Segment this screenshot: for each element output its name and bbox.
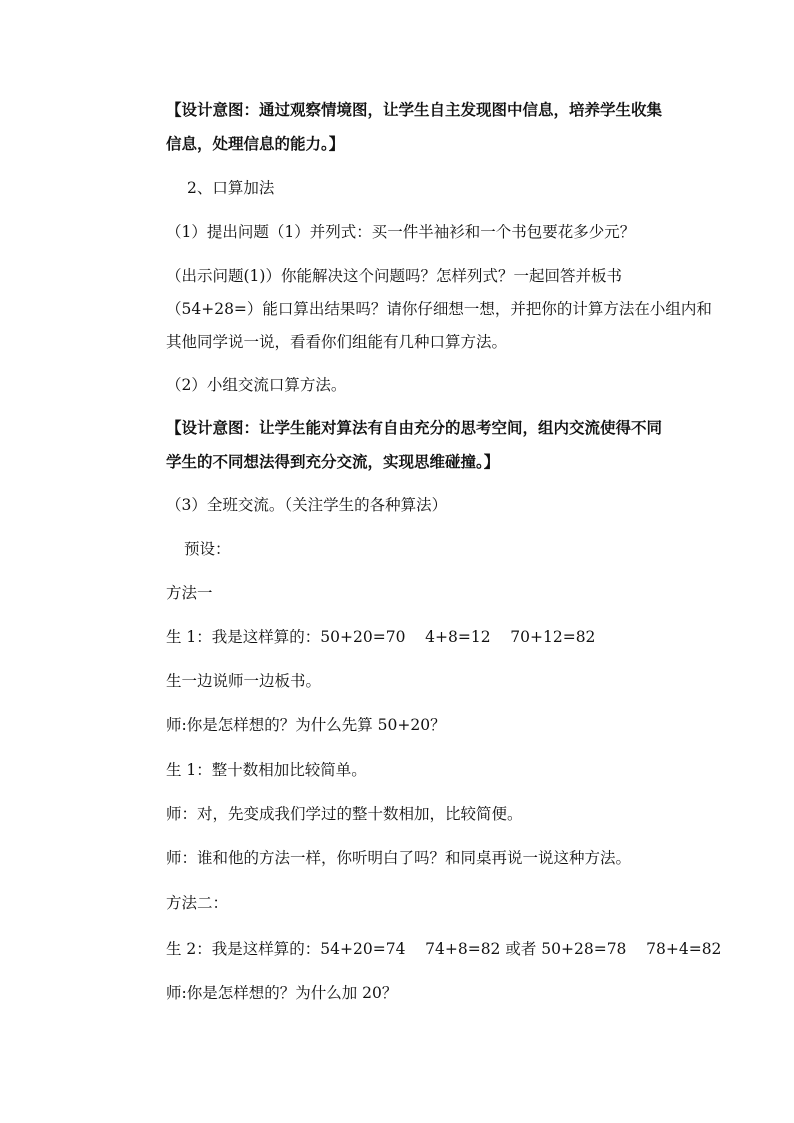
section-heading-oral-addition: 2、口算加法	[187, 179, 275, 197]
question-1-line: （1）提出问题（1）并列式：买一件半袖衫和一个书包要花多少元？	[166, 223, 636, 241]
design-intent-1-line-2: 信息，处理信息的能力。】	[166, 134, 345, 153]
design-intent-1-line-1: 【设计意图：通过观察情境图，让学生自主发现图中信息，培养学生收集	[166, 100, 663, 119]
teacher-response: 师：对，先变成我们学过的整十数相加，比较简便。	[166, 805, 523, 823]
method-one-label: 方法一	[166, 584, 213, 602]
method-two-label: 方法二：	[166, 894, 229, 912]
design-intent-2-line-1: 【设计意图：让学生能对算法有自由充分的思考空间，组内交流使得不同	[166, 418, 663, 437]
teacher-prompt: 师：谁和他的方法一样，你听明白了吗？和同桌再说一说这种方法。	[166, 849, 632, 867]
show-question-line-1: （出示问题(1)）你能解决这个问题吗？怎样列式？一起回答并板书	[166, 267, 622, 285]
group-discussion-line: （2）小组交流口算方法。	[166, 376, 347, 394]
student-1-calculation: 生 1：我是这样算的：50+20=70 4+8=12 70+12=82	[166, 628, 596, 646]
preset-label: 预设：	[184, 540, 231, 558]
student-2-calculation: 生 2：我是这样算的：54+20=74 74+8=82 或者 50+28=78 78+4=82	[166, 940, 722, 958]
teacher-question-1: 师:你是怎样想的？为什么先算 50+20？	[166, 716, 446, 734]
teacher-writes-line: 生一边说师一边板书。	[166, 672, 322, 690]
student-1-answer: 生 1：整十数相加比较简单。	[166, 761, 367, 779]
class-discussion-line: （3）全班交流。（关注学生的各种算法）	[166, 496, 448, 514]
teacher-question-2: 师:你是怎样想的？为什么加 20？	[166, 984, 398, 1002]
show-question-line-3: 其他同学说一说，看看你们组能有几种口算方法。	[166, 333, 508, 351]
design-intent-2-line-2: 学生的不同想法得到充分交流，实现思维碰撞。】	[166, 452, 500, 471]
show-question-line-2: （54+28=）能口算出结果吗？请你仔细想一想，并把你的计算方法在小组内和	[166, 300, 712, 318]
